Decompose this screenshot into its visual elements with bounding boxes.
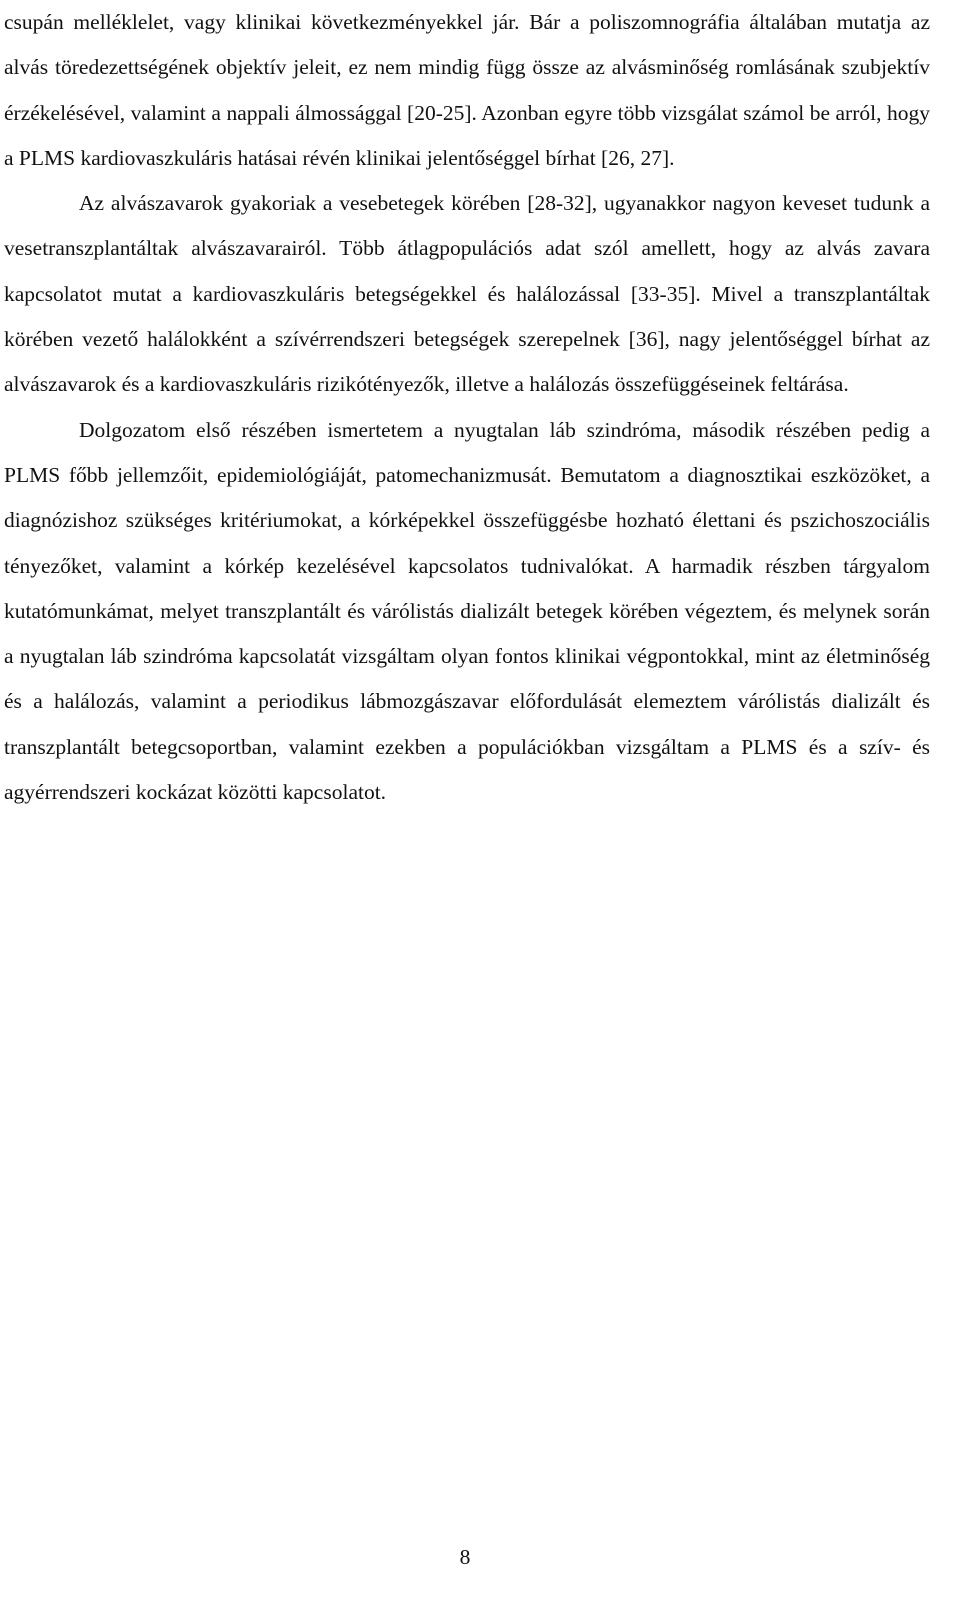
document-body [4,0,930,815]
paragraph-thesis-outline: Dolgozatom első részében ismertetem a nyugtalan láb szindróma, második részében pedig a PLMS főbb jellemzőit, epidemiológiáját, patomechanizmusát. Bemutatom a diagnosztikai eszközöket, a diagnózishoz szükséges kritériumokat, a kórképekkel összefüggésbe hozható élettani és pszichoszociális tényezőket, valamint a kórkép kezelésével kapcsolatos tudnivalókat. A harmadik részben tárgyalom kutatómunkámat, melyet transzplantált és várólistás dializált betegek körében végeztem, és melynek során a nyugtalan láb szindróma kapcsolatát vizsgáltam olyan fontos klinikai végpontokkal, mint az életminőség és a halálozás, valamint a periodikus lábmozgászavar előfordulását elemeztem várólistás dializált és transzplantált betegcsoportban, valamint ezekben a populációkban vizsgáltam a PLMS és a szív- és agyérrendszeri kockázat közötti kapcsolatot. [4,417,930,805]
page-number: 8 [459,1545,471,1569]
paragraph-sleep-disorders: Az alvászavarok gyakoriak a vesebetegek körében [28-32], ugyanakkor nagyon keveset tudunk a vesetranszplantáltak alvászavarairól. Több átlagpopulációs adat szól amellett, hogy az alvás zavara kapcsolatot mutat a kardiovaszkuláris betegségekkel és halálozással [33-35]. Mivel a transzplantáltak körében vezető halálokként a szívérrendszeri betegségek szerepelnek [36], nagy jelentőséggel bírhat az alvászavarok és a kardiovaszkuláris rizikótényezők, illetve a halálozás összefüggéseinek feltárása. [4,191,930,397]
paragraph-continuation: csupán melléklelet, vagy klinikai következményekkel jár. Bár a poliszomnográfia általában mutatja az alvás töredezettségének objektív jeleit, ez nem mindig függ össze az alvásminőség romlásának szubjektív érzékelésével, valamint a nappali álmossággal [20-25]. Azonban egyre több vizsgálat számol be arról, hogy a PLMS kardiovaszkuláris hatásai révén klinikai jelentőséggel bírhat [26, 27]. [4,10,930,170]
